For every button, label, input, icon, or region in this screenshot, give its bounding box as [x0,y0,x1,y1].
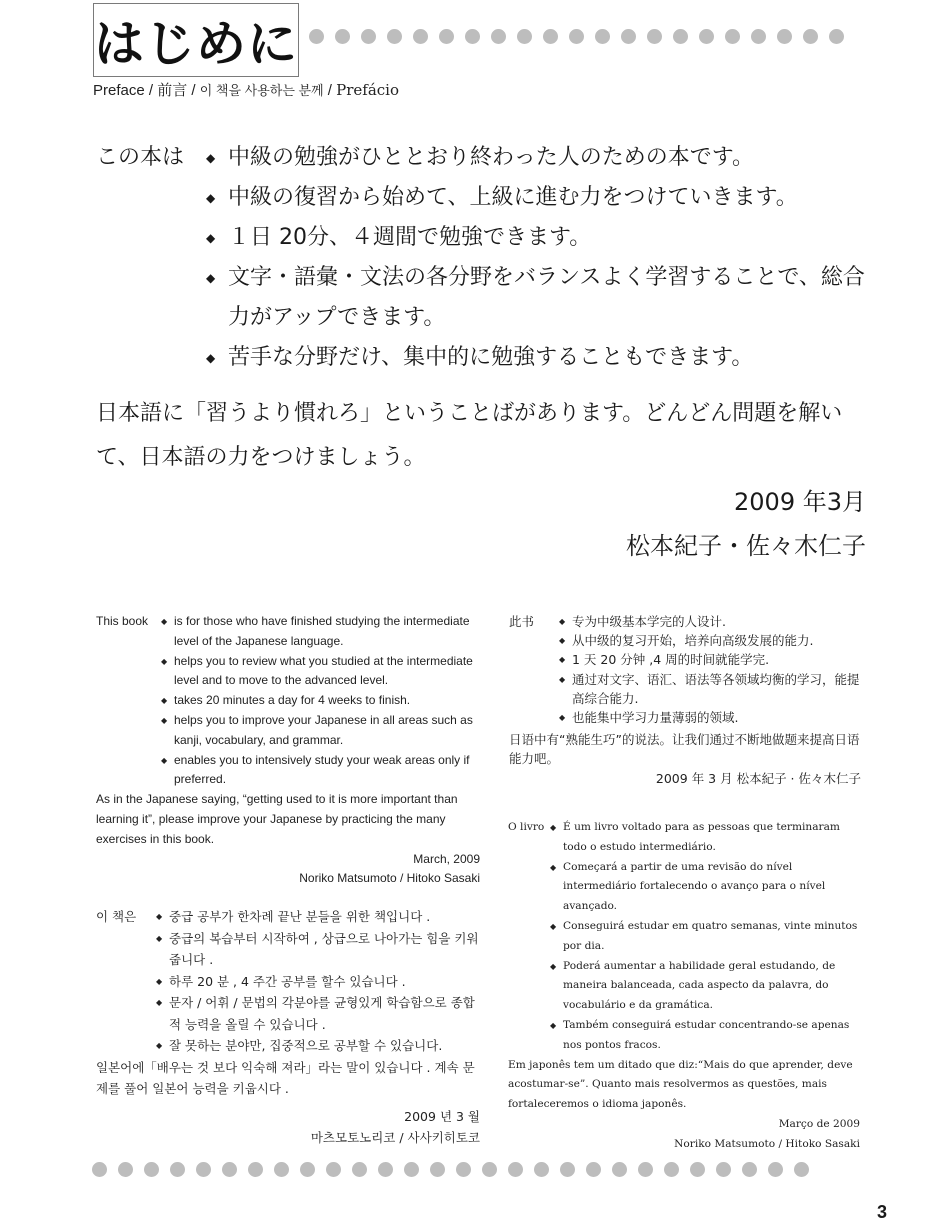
japanese-authors: 松本紀子・佐々木仁子 [626,532,866,560]
portuguese-lead: O livro [508,821,545,833]
korean-section [96,906,480,1149]
list-item: ◆ Poderá aumentar a habilidade geral estudando, de maneira balanceada, cada aspecto da palavra, do vocabulário e da gramática. [550,957,860,1016]
japanese-date: 2009 年3月 [734,488,866,516]
english-lead: This book [96,614,149,628]
korean-authors: 마츠모토노리코 / 사사키히토코 [310,1130,480,1145]
list-item: ◆ 文字・語彙・文法の各分野をバランスよく学習することで、総合力がアップできます。 [206,258,866,338]
korean-lead: 이 책은 [96,909,137,924]
list-item: ◆ helps you to improve your Japanese in all areas such as kanji, vocabulary, and grammar. [161,711,480,751]
list-item: ◆ helps you to review what you studied at the intermediate level and to move to the advanced level. [161,652,480,692]
japanese-list [206,138,866,378]
subtitle-sep: / [191,82,196,99]
list-item: ◆ 也能集中学习力量薄弱的领域. [559,708,861,727]
chinese-section [509,612,861,788]
subtitle-zh: 前言 [157,82,188,99]
list-item: ◆ takes 20 minutes a day for 4 weeks to finish. [161,691,480,711]
list-item: ◆ 1 天 20 分钟 ,4 周的时间就能学完. [559,650,861,669]
list-item: ◆ enables you to intensively study your weak areas only if preferred. [161,751,480,791]
portuguese-list [550,818,860,1056]
japanese-paragraph: 日本語に「習うより慣れろ」ということばがあります。どんどん問題を解いて、日本語の力をつけましょう。 [96,401,843,470]
korean-list [156,906,480,1057]
page-title: はじめに [94,15,298,73]
subtitle-ko: 이 책을 사용하는 분께 [199,83,324,98]
portuguese-date: Março de 2009 [778,1117,860,1130]
list-item: ◆ É um livro voltado para as pessoas que terminaram todo o estudo intermediário. [550,818,860,858]
portuguese-paragraph: Em japonês tem um ditado que diz:“Mais do que aprender, deve acostumar-se”. Quanto mais resolvermos as questões, mais fortaleceremos o idioma japonês. [508,1058,853,1111]
korean-date: 2009 년 3 월 [404,1108,480,1124]
chinese-date-authors: 2009 年 3 月 松本紀子 · 佐々木仁子 [655,770,861,786]
list-item: ◆ 하루 20 분 , 4 주간 공부를 할수 있습니다 . [156,971,480,993]
korean-paragraph: 일본어에「배우는 것 보다 익숙해 져라」라는 말이 있습니다 . 계속 문제를 풀어 일본어 능력을 키웁시다 . [96,1059,475,1096]
japanese-lead: この本は [96,145,185,170]
portuguese-section [508,818,860,1155]
list-item: ◆ is for those who have finished studying the intermediate level of the Japanese language. [161,612,480,652]
dot-divider-top [309,29,844,44]
english-authors: Noriko Matsumoto / Hitoko Sasaki [299,871,480,886]
list-item: ◆ 문자 / 어휘 / 문법의 각분야를 균형있게 학습함으로 종합적 능력을 올릴 수 있습니다 . [156,992,480,1035]
list-item: ◆ Começará a partir de uma revisão do nível intermediário fortalecendo o avanço para o nível avançado. [550,858,860,917]
list-item: ◆ 苦手な分野だけ、集中的に勉強することもできます。 [206,338,866,378]
chinese-lead: 此书 [509,614,535,629]
list-item: ◆ 通过对文字、语汇、语法等各领域均衡的学习，能提高综合能力. [559,670,861,708]
list-item: ◆ 중급 공부가 한차례 끝난 분들을 위한 책입니다 . [156,906,480,928]
list-item: ◆ １日 20分、４週間で勉強できます。 [206,218,866,258]
chinese-paragraph: 日语中有“熟能生巧”的说法。让我们通过不断地做题来提高日语能力吧。 [509,732,860,767]
list-item: ◆ 从中级的复习开始，培养向高级发展的能力. [559,631,861,650]
list-item: ◆ Conseguirá estudar em quatro semanas, vinte minutos por dia. [550,917,860,957]
list-item: ◆ 中級の勉強がひととおり終わった人のための本です。 [206,138,866,178]
page-number: 3 [877,1202,888,1222]
english-section [96,612,480,889]
list-item: ◆ 중급의 복습부터 시작하여 , 상급으로 나아가는 힘을 키워줍니다 . [156,928,480,971]
english-list [161,612,480,790]
subtitle [93,79,399,100]
list-item: ◆ 专为中级基本学完的人设计. [559,612,861,631]
dot-divider-bottom [92,1162,809,1177]
subtitle-pt: Prefácio [336,81,399,99]
list-item: ◆ 中級の復習から始めて、上級に進む力をつけていきます。 [206,178,866,218]
subtitle-sep: / [327,82,332,99]
subtitle-en: Preface [93,82,145,99]
chinese-list [559,612,861,727]
portuguese-authors: Noriko Matsumoto / Hitoko Sasaki [674,1137,860,1150]
japanese-section [96,138,866,564]
english-date: March, 2009 [413,851,480,866]
title-box [93,3,299,77]
list-item: ◆ Também conseguirá estudar concentrando-se apenas nos pontos fracos. [550,1016,860,1056]
english-paragraph: As in the Japanese saying, “getting used to it is more important than learning it”, please improve your Japanese by practicing the many exercises in this book. [96,792,458,846]
subtitle-sep: / [148,82,154,99]
list-item: ◆ 잘 못하는 분야만, 집중적으로 공부할 수 있습니다. [156,1035,480,1057]
